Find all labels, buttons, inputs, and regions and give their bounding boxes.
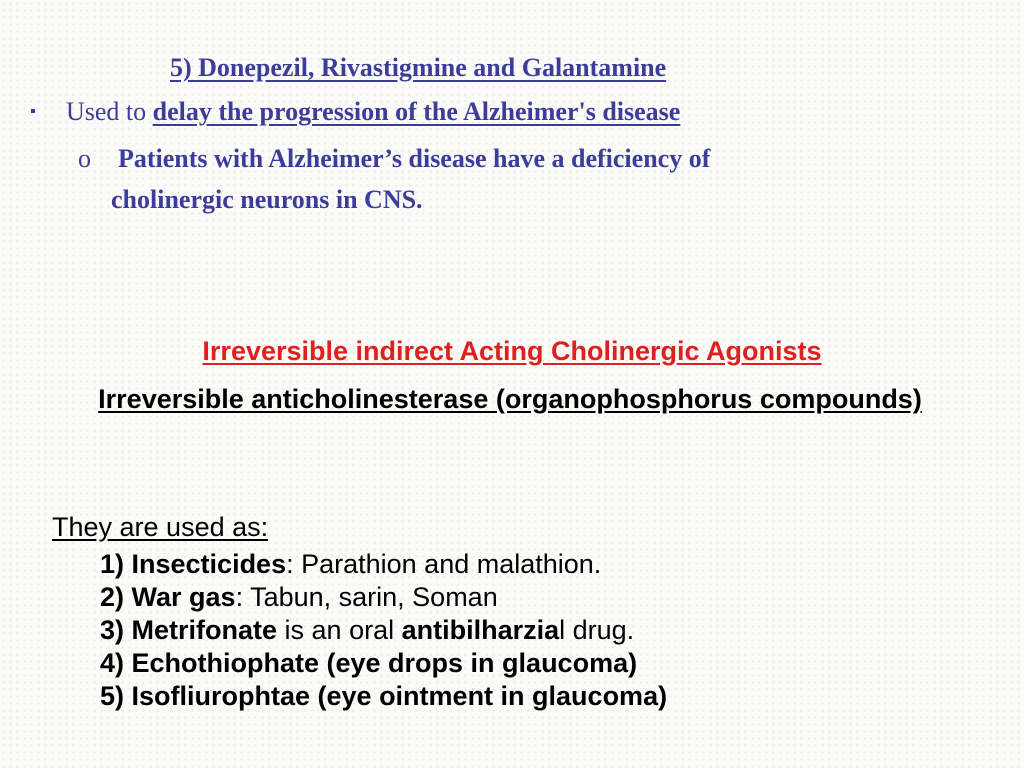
sub-bullet-text-2: cholinergic neurons in CNS.	[111, 185, 423, 214]
bullet-item	[30, 97, 680, 127]
bullet-prefix: Used to	[66, 97, 153, 126]
bullet-emphasis: delay the progression of the Alzheimer's disease	[152, 97, 681, 126]
item-term: Isofliurophtae (eye ointment in glaucoma)	[131, 681, 668, 711]
item-term: War gas	[131, 582, 236, 612]
sub-bullet-text-1: Patients with Alzheimer’s disease have a deficiency of	[118, 144, 711, 173]
list-item	[100, 548, 667, 581]
sub-bullet-item	[78, 138, 918, 220]
item-term: Insecticides	[131, 549, 287, 579]
item-rest: : Parathion and malathion.	[286, 549, 602, 579]
item-term: Metrifonate	[131, 615, 278, 645]
item-number: 4)	[100, 648, 132, 678]
list-item	[100, 614, 667, 647]
section-heading-black: Irreversible anticholinesterase (organophosphorus compounds)	[98, 384, 922, 414]
item-term: Echothiophate (eye drops in glaucoma)	[131, 648, 638, 678]
list-item	[100, 647, 667, 680]
slide-title: 5) Donepezil, Rivastigmine and Galantamine	[170, 53, 667, 82]
list-item	[100, 581, 667, 614]
item-number: 5)	[100, 681, 132, 711]
item-term-2: antibilharzia	[401, 615, 560, 645]
uses-list	[100, 548, 667, 713]
list-item	[100, 680, 667, 713]
section-heading-red: Irreversible indirect Acting Cholinergic Agonists	[202, 336, 822, 366]
sub-bullet-line-1	[78, 138, 918, 179]
item-number: 2)	[100, 582, 132, 612]
item-number: 1)	[100, 549, 132, 579]
item-rest: l drug.	[559, 615, 635, 645]
square-bullet-icon: ▪	[30, 103, 36, 120]
item-number: 3)	[100, 615, 132, 645]
uses-intro: They are used as:	[52, 512, 269, 542]
item-rest: : Tabun, sarin, Soman	[235, 582, 498, 612]
item-mid: is an oral	[277, 615, 402, 645]
circle-bullet-icon: o	[78, 144, 91, 173]
